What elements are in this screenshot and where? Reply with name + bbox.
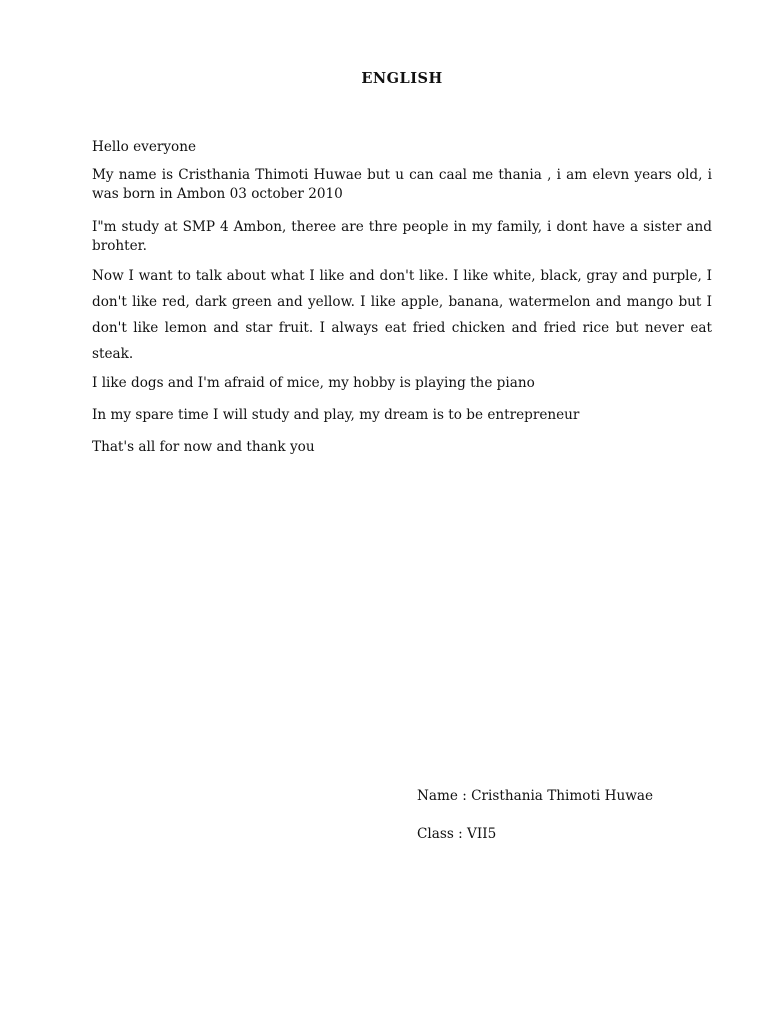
- paragraph-greeting: Hello everyone: [92, 139, 197, 155]
- paragraph-introduction: My name is Cristhania Thimoti Huwae but u can caal me thania , i am elevn years old, i was born in Ambon 03 october 2010: [92, 167, 712, 202]
- document-body: [92, 138, 712, 457]
- paragraph-likes-dislikes: Now I want to talk about what I like and don't like. I like white, black, gray and purple, I don't like red, dark green and yellow. I like apple, banana, watermelon and mango but I don't like lemon and star fruit. I always eat fried chicken and fried rice but never eat steak.: [92, 268, 712, 362]
- signature-class: Class : VII5: [417, 826, 497, 842]
- signature-block: [417, 787, 653, 844]
- document-title: ENGLISH: [361, 70, 443, 87]
- paragraph-dream: In my spare time I will study and play, my dream is to be entrepreneur: [92, 407, 580, 423]
- paragraph-hobby: I like dogs and I'm afraid of mice, my hobby is playing the piano: [92, 375, 535, 391]
- paragraph-school-family: I"m study at SMP 4 Ambon, theree are thre people in my family, i dont have a sister and brohter.: [92, 219, 712, 254]
- signature-name: Name : Cristhania Thimoti Huwae: [417, 788, 653, 804]
- paragraph-closing: That's all for now and thank you: [92, 439, 315, 455]
